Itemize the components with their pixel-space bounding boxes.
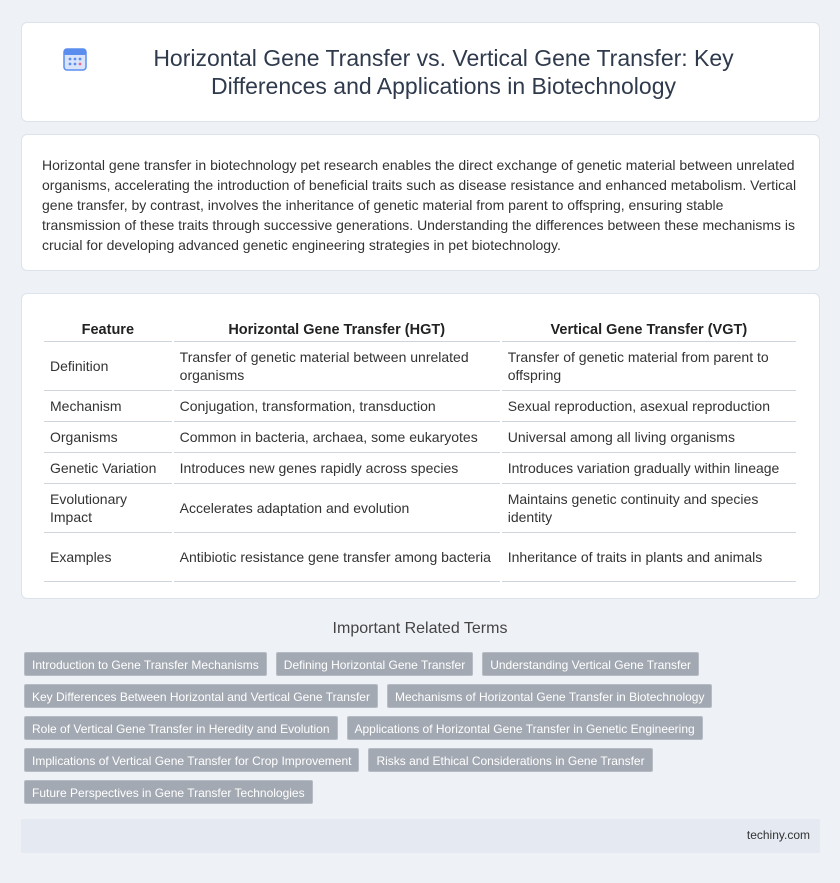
table-cell: Transfer of genetic material between unrelated organisms [174, 342, 500, 391]
intro-card [21, 134, 820, 271]
related-term-tag[interactable]: Applications of Horizontal Gene Transfer in Genetic Engineering [347, 716, 703, 740]
page-title: Horizontal Gene Transfer vs. Vertical Gene Transfer: Key Differences and Applications in Biotechnology [153, 45, 734, 99]
intro-paragraph: Horizontal gene transfer in biotechnology pet research enables the direct exchange of genetic material between unrelated organisms, accelerating the introduction of beneficial traits such as disease resistance and enhanced metabolism. Vertical gene transfer, by contrast, involves the inheritance of genetic material from parent to offspring, ensuring stable transmission of these traits through successive generations. Understanding the differences between these mechanisms is crucial for developing advanced genetic engineering strategies in pet biotechnology. [42, 157, 797, 253]
column-header: Horizontal Gene Transfer (HGT) [174, 314, 500, 342]
related-term-tag[interactable]: Key Differences Between Horizontal and Vertical Gene Transfer [24, 684, 378, 708]
table-cell: Introduces variation gradually within lineage [502, 453, 796, 484]
table-row [44, 533, 796, 582]
table-cell: Common in bacteria, archaea, some eukaryotes [174, 422, 500, 453]
related-term-tag[interactable]: Mechanisms of Horizontal Gene Transfer in Biotechnology [387, 684, 713, 708]
table-cell: Universal among all living organisms [502, 422, 796, 453]
related-term-tag[interactable]: Risks and Ethical Considerations in Gene Transfer [368, 748, 652, 772]
table-row [44, 484, 796, 533]
related-term-tag[interactable]: Introduction to Gene Transfer Mechanisms [24, 652, 267, 676]
table-row [44, 422, 796, 453]
table-header-row [44, 314, 796, 342]
calendar-icon [62, 46, 88, 72]
table-cell: Mechanism [44, 391, 172, 422]
table-cell: Maintains genetic continuity and species identity [502, 484, 796, 533]
related-term-tag[interactable]: Defining Horizontal Gene Transfer [276, 652, 473, 676]
related-term-tag[interactable]: Future Perspectives in Gene Transfer Technologies [24, 780, 313, 804]
site-name[interactable]: techiny.com [746, 828, 810, 842]
table-row [44, 342, 796, 391]
title-card [21, 22, 820, 122]
comparison-table [42, 314, 798, 582]
table-cell: Examples [44, 533, 172, 582]
related-term-tag[interactable]: Understanding Vertical Gene Transfer [482, 652, 699, 676]
comparison-card [21, 293, 820, 599]
table-cell: Accelerates adaptation and evolution [174, 484, 500, 533]
table-cell: Inheritance of traits in plants and animals [502, 533, 796, 582]
column-header: Vertical Gene Transfer (VGT) [502, 314, 796, 342]
table-cell: Transfer of genetic material from parent to offspring [502, 342, 796, 391]
table-cell: Introduces new genes rapidly across species [174, 453, 500, 484]
table-row [44, 453, 796, 484]
related-terms-list [24, 652, 804, 812]
footer [21, 819, 820, 853]
related-term-tag[interactable]: Implications of Vertical Gene Transfer for Crop Improvement [24, 748, 359, 772]
table-cell: Conjugation, transformation, transduction [174, 391, 500, 422]
table-cell: Definition [44, 342, 172, 391]
table-cell: Sexual reproduction, asexual reproduction [502, 391, 796, 422]
table-cell: Evolutionary Impact [44, 484, 172, 533]
table-cell: Genetic Variation [44, 453, 172, 484]
table-cell: Antibiotic resistance gene transfer among bacteria [174, 533, 500, 582]
related-term-tag[interactable]: Role of Vertical Gene Transfer in Heredity and Evolution [24, 716, 338, 740]
table-cell: Organisms [44, 422, 172, 453]
table-row [44, 391, 796, 422]
column-header: Feature [44, 314, 172, 342]
related-terms-title: Important Related Terms [332, 620, 508, 637]
